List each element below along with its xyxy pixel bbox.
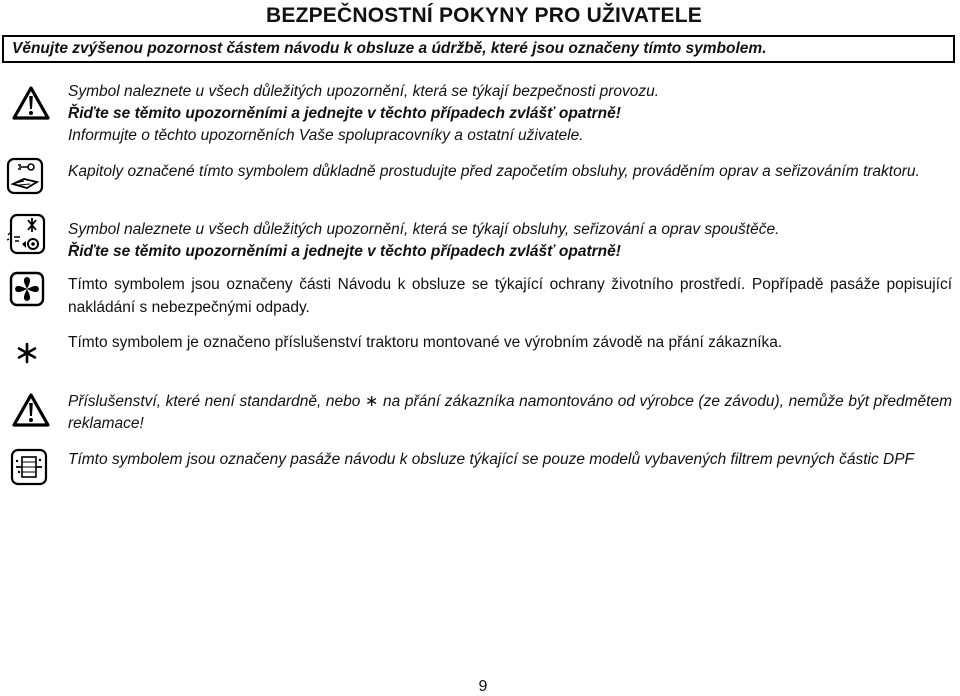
page-number: 9 xyxy=(478,678,488,695)
environment-protection-icon xyxy=(9,271,45,307)
repair-line-1: Symbol naleznete u všech důležitých upozornění, která se týkají obsluhy, seřizování a oprav spouštěče. xyxy=(68,221,780,238)
section-safety-text xyxy=(68,81,952,147)
warranty-text-before: Příslušenství, které není standardně, nebo xyxy=(68,393,361,410)
section-accessory-text: Tímto symbolem je označeno příslušenství traktoru montované ve výrobním závodě na přání zákazníka. xyxy=(68,334,783,351)
page-title: BEZPEČNOSTNÍ POKYNY PRO UŽIVATELE xyxy=(266,4,702,27)
manual-study-icon xyxy=(6,157,44,195)
warning-triangle-icon xyxy=(12,86,50,120)
section-dpf-text: Tímto symbolem jsou označeny pasáže návodu k obsluze týkající se pouze modelů vybavených filtrem pevných částic DPF xyxy=(68,451,915,468)
section-manual-text: Kapitoly označené tímto symbolem důkladně prostudujte před započetím obsluhy, prováděním oprav a seřizováním traktoru. xyxy=(68,163,920,180)
safety-line-2: Řiďte se těmito upozorněními a jednejte v těchto případech zvlášť opatrně! xyxy=(68,105,621,122)
warranty-text-after: na přání zákazníka namontováno od výrobce (ze závodu), nemůže být předmětem reklamace! xyxy=(68,393,953,432)
dpf-filter-icon xyxy=(10,448,48,486)
asterisk-icon xyxy=(16,342,38,364)
repair-line-2: Řiďte se těmito upozorněními a jednejte v těchto případech zvlášť opatrně! xyxy=(68,243,621,260)
warning-triangle-icon xyxy=(12,393,50,427)
section-repair-text xyxy=(68,219,952,263)
safety-line-3: Informujte o těchto upozorněních Vaše spolupracovníky a ostatní uživatele. xyxy=(68,127,584,144)
section-warranty-text xyxy=(68,391,952,435)
notice-text: Věnujte zvýšenou pozornost částem návodu k obsluze a údržbě, které jsou označeny tímto symbolem. xyxy=(12,40,767,57)
section-environment-text: Tímto symbolem jsou označeny části Návodu k obsluze se týkající ochrany životního prostředí. Popřípadě pasáže popisující nakládání s nebezpečnými odpady. xyxy=(68,276,952,316)
safety-line-1: Symbol naleznete u všech důležitých upozornění, která se týkají bezpečnosti provozu. xyxy=(68,83,660,100)
repair-adjust-icon xyxy=(6,213,46,255)
inline-asterisk: ∗ xyxy=(365,393,379,410)
notice-box xyxy=(2,35,955,63)
